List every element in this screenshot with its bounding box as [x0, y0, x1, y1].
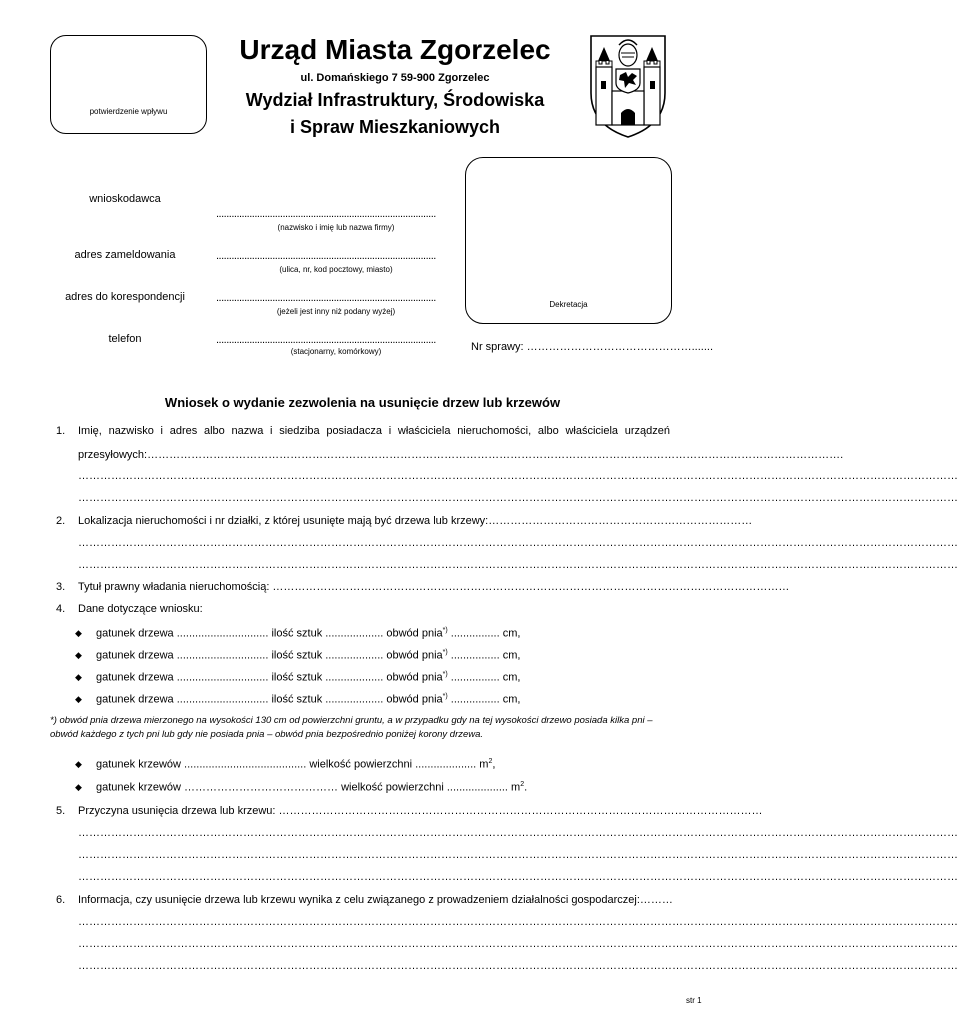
item-1-dotline-1[interactable]: ……………………………………………………………………………………………………………………………………………………………………………………………………………………	[78, 470, 958, 482]
item-1-dotline-2[interactable]: ……………………………………………………………………………………………………………………………………………………………………………………………………………………	[78, 492, 958, 504]
footnote: *) obwód pnia drzewa mierzonego na wysokości 130 cm od powierzchni gruntu, a w przypadku gdy na tej wysokości drzewo posiada kilka pni – obwód każdego z tych pni lub gdy nie posiada pnia – obwód pnia bezpośrednio poniżej korony drzewa.	[50, 715, 653, 740]
receipt-stamp-label: potwierdzenie wpływu	[89, 107, 168, 116]
applicant-name-label: wnioskodawca	[89, 193, 161, 205]
diamond-bullet-icon: ◆	[75, 672, 82, 682]
decree-label: Dekretacja	[549, 300, 588, 309]
item-3-number: 3.	[56, 581, 66, 593]
item-4-number: 4.	[56, 603, 66, 615]
page-number: str 1	[686, 996, 702, 1005]
receipt-stamp-box	[50, 35, 207, 134]
item-6-dotline-2[interactable]: ……………………………………………………………………………………………………………………………………………………………………………………………………………………	[78, 938, 958, 950]
shrub-row-1[interactable]: gatunek krzewów ........................................ wielkość powierzchni .................... $m^2$,	[96, 758, 496, 771]
registered-address-label: adres zameldowania	[74, 249, 176, 261]
correspondence-address-hint: (jeżeli jest inny niż podany wyżej)	[276, 307, 396, 316]
diamond-bullet-icon: ◆	[75, 782, 82, 792]
item-6-text[interactable]: Informacja, czy usunięcie drzewa lub krzewu wynika z celu związanego z prowadzeniem działalności gospodarczej:………	[78, 894, 673, 906]
diamond-bullet-icon: ◆	[75, 694, 82, 704]
item-1-text: Imię, nazwisko i adres albo nazwa i siedziba posiadacza i właściciela nieruchomości, albo właściciela urządzeń	[78, 425, 670, 437]
item-1-continuation[interactable]: przesyłowych:……………………………………………………………………………………………………………………………………………………………………….	[78, 449, 844, 461]
item-5-dotline-2[interactable]: ……………………………………………………………………………………………………………………………………………………………………………………………………………………	[78, 849, 958, 861]
tree-row-4[interactable]: gatunek drzewa .............................. ilość sztuk ................... obwód pnia*) ................ cm,	[96, 693, 521, 706]
item-5-number: 5.	[56, 805, 66, 817]
diamond-bullet-icon: ◆	[75, 650, 82, 660]
department-line-2: i Spraw Mieszkaniowych	[289, 117, 501, 137]
office-title: Urząd Miasta Zgorzelec	[239, 34, 551, 65]
correspondence-address-field[interactable]: ......................................................................................	[216, 292, 436, 304]
item-2-number: 2.	[56, 515, 66, 527]
tree-row-1[interactable]: gatunek drzewa .............................. ilość sztuk ................... obwód pnia*) ................ cm,	[96, 627, 521, 640]
item-2-dotline-2[interactable]: ……………………………………………………………………………………………………………………………………………………………………………………………………………………	[78, 559, 958, 571]
item-3-text[interactable]: Tytuł prawny władania nieruchomością: ……………………………………………………………………………………………………………………………	[78, 581, 790, 593]
tree-row-2[interactable]: gatunek drzewa .............................. ilość sztuk ................... obwód pnia*) ................ cm,	[96, 649, 521, 662]
applicant-name-field[interactable]: ......................................................................................	[216, 208, 436, 220]
item-5-dotline-3[interactable]: ……………………………………………………………………………………………………………………………………………………………………………………………………………………	[78, 871, 958, 883]
item-6-dotline-3[interactable]: ……………………………………………………………………………………………………………………………………………………………………………………………………………………	[78, 960, 958, 972]
phone-hint: (stacjonarny, komórkowy)	[290, 347, 382, 356]
item-6-dotline-1[interactable]: ……………………………………………………………………………………………………………………………………………………………………………………………………………………	[78, 916, 958, 928]
item-2-text[interactable]: Lokalizacja nieruchomości i nr działki, z której usunięte mają być drzewa lub krzewy:………………………………………………………………	[78, 515, 753, 527]
case-number[interactable]: Nr sprawy: ……………………………………….......	[471, 341, 714, 353]
diamond-bullet-icon: ◆	[75, 628, 82, 638]
office-address: ul. Domańskiego 7 59-900 Zgorzelec	[300, 72, 490, 84]
decree-box	[465, 157, 672, 324]
registered-address-field[interactable]: ......................................................................................	[216, 250, 436, 262]
phone-label: telefon	[108, 333, 142, 345]
coat-of-arms-icon	[588, 33, 668, 139]
diamond-bullet-icon: ◆	[75, 759, 82, 769]
tree-row-3[interactable]: gatunek drzewa .............................. ilość sztuk ................... obwód pnia*) ................ cm,	[96, 671, 521, 684]
department-line-1: Wydział Infrastruktury, Środowiska	[245, 90, 545, 110]
correspondence-address-label: adres do korespondencji	[65, 291, 185, 303]
item-1-number: 1.	[56, 425, 66, 437]
registered-address-hint: (ulica, nr, kod pocztowy, miasto)	[279, 265, 393, 274]
item-5-text[interactable]: Przyczyna usunięcia drzewa lub krzewu: ……………………………………………………………………………………………………………………	[78, 805, 763, 817]
item-4-text: Dane dotyczące wniosku:	[78, 603, 203, 615]
applicant-name-hint: (nazwisko i imię lub nazwa firmy)	[277, 223, 395, 232]
phone-field[interactable]: ......................................................................................	[216, 334, 436, 346]
form-title: Wniosek o wydanie zezwolenia na usunięcie drzew lub krzewów	[164, 395, 561, 410]
item-6-number: 6.	[56, 894, 66, 906]
item-5-dotline-1[interactable]: ……………………………………………………………………………………………………………………………………………………………………………………………………………………	[78, 827, 958, 839]
item-2-dotline-1[interactable]: ……………………………………………………………………………………………………………………………………………………………………………………………………………………	[78, 537, 958, 549]
shrub-row-2[interactable]: gatunek krzewów …………………………………… wielkość powierzchni .................... $m^2$.	[96, 781, 528, 794]
